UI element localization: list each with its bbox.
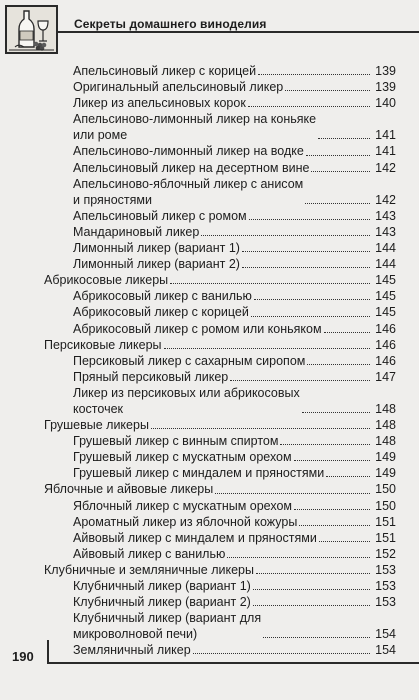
toc-entry-title (73, 465, 324, 481)
toc-page-number: 149 (375, 450, 396, 465)
toc-entry-title-line: Апельсиновый ликер на десертном вине (73, 160, 310, 175)
dot-leader (251, 316, 370, 317)
toc-entry (38, 385, 396, 417)
toc-entry (38, 240, 396, 256)
dot-leader (193, 653, 370, 654)
dot-leader (151, 428, 370, 429)
dot-leader (318, 138, 370, 139)
dot-leader (285, 90, 370, 91)
toc-page-number: 150 (375, 482, 396, 497)
toc-page-number: 148 (375, 401, 396, 416)
toc-page-number: 141 (375, 128, 396, 143)
toc-entry-title (44, 562, 254, 578)
toc-entry-title-continuation: косточек (73, 401, 124, 416)
toc-entry-title-line: Пряный персиковый ликер (73, 369, 229, 384)
toc-entry-title-line: Айвовый ликер с ванилью (73, 546, 226, 561)
toc-entry (38, 256, 396, 272)
toc-entry (38, 433, 396, 449)
toc-entry (38, 465, 396, 481)
toc-page-number: 144 (375, 241, 396, 256)
toc-entry (38, 304, 396, 320)
dot-leader (305, 203, 370, 204)
toc-entry-title (73, 514, 297, 530)
toc-entry-title-line: Апельсиново-лимонный ликер на коньяке (73, 112, 317, 127)
dot-leader (258, 74, 370, 75)
toc-entry-title (73, 176, 303, 208)
toc-page-number: 145 (375, 273, 396, 288)
dot-leader (294, 460, 370, 461)
toc-entry-title-line: Ликер из апельсиновых корок (73, 96, 246, 111)
toc-entry-title-line: Грушевые ликеры (44, 418, 149, 433)
dot-leader (230, 380, 370, 381)
toc-page-number: 140 (375, 96, 396, 111)
dot-leader (248, 106, 370, 107)
toc-section (38, 481, 396, 497)
toc-entry-title (73, 304, 249, 320)
toc-section (38, 417, 396, 433)
toc-entry-title (73, 160, 309, 176)
toc-page-number: 154 (375, 643, 396, 658)
dot-leader (249, 219, 370, 220)
toc-entry (38, 63, 396, 79)
toc-entry-title-line: Абрикосовый ликер с ромом или коньяком (73, 321, 322, 336)
toc-entry-title-continuation: или роме (73, 128, 128, 143)
toc-entry-title (73, 433, 278, 449)
footer-rule (47, 662, 419, 664)
toc-entry-title (73, 111, 316, 143)
header-rule (58, 31, 419, 33)
toc-entry-title-line: Ароматный ликер из яблочной кожуры (73, 514, 298, 529)
toc-page-number: 152 (375, 546, 396, 561)
toc-entry-title (73, 63, 256, 79)
toc-entry (38, 369, 396, 385)
logo-illustration (7, 7, 56, 52)
dot-leader (326, 476, 370, 477)
toc-entry-title (73, 143, 304, 159)
toc-entry-title-line: Апельсиновый ликер с ромом (73, 208, 247, 223)
toc-entry (38, 578, 396, 594)
toc-page-number: 146 (375, 321, 396, 336)
toc-entry-title (73, 224, 199, 240)
toc-entry-title-line: Грушевый ликер с миндалем и пряностями (73, 466, 325, 481)
toc-entry-title-line: Мандариновый ликер (73, 224, 200, 239)
toc-entry-title (73, 95, 246, 111)
toc-entry-title-line: Апельсиновый ликер с корицей (73, 64, 257, 78)
toc-page-number: 145 (375, 305, 396, 320)
toc-entry (38, 79, 396, 95)
toc-entry-title (73, 353, 305, 369)
toc-entry-title-line: Клубничный ликер (вариант для (73, 611, 262, 626)
toc-page-number: 151 (375, 530, 396, 545)
toc-entry-title (73, 498, 292, 514)
toc-page-number: 148 (375, 434, 396, 449)
toc-page-number: 154 (375, 627, 396, 642)
toc-entry-title (73, 610, 261, 642)
toc-entry (38, 546, 396, 562)
toc-entry-title (44, 337, 162, 353)
dot-leader (253, 589, 370, 590)
toc-entry (38, 594, 396, 610)
toc-entry (38, 610, 396, 642)
toc-entry-title-continuation: и пряностями (73, 192, 152, 207)
toc-entry-title-line: Яблочные и айвовые ликеры (44, 482, 214, 497)
dot-leader (170, 283, 370, 284)
toc-entry-title-line: Клубничный ликер (вариант 2) (73, 595, 251, 610)
toc-page-number: 148 (375, 418, 396, 433)
toc-entry-title-line: Лимонный ликер (вариант 2) (73, 257, 240, 272)
toc-entry-title (44, 481, 213, 497)
toc-page-number: 146 (375, 353, 396, 368)
toc-entry-title (73, 530, 317, 546)
toc-entry-title-line: Лимонный ликер (вариант 1) (73, 241, 240, 256)
toc-entry-title-line: Ликер из персиковых или абрикосовых (73, 385, 300, 400)
dot-leader (254, 299, 370, 300)
toc-page-number: 144 (375, 257, 396, 272)
toc-page-number: 143 (375, 208, 396, 223)
dot-leader (311, 171, 370, 172)
dot-leader (306, 155, 370, 156)
toc-page-number: 153 (375, 562, 396, 577)
toc-entry (38, 111, 396, 143)
toc-page-number: 151 (375, 514, 396, 529)
toc-page-number: 143 (375, 224, 396, 239)
footer-rule-vertical (47, 640, 49, 664)
table-of-contents (38, 63, 396, 658)
toc-entry-title-line: Айвовый ликер с миндалем и пряностями (73, 530, 317, 545)
toc-page-number: 139 (375, 64, 396, 78)
toc-entry-title (73, 208, 247, 224)
toc-section (38, 337, 396, 353)
dot-leader (302, 412, 370, 413)
toc-page-number: 142 (375, 160, 396, 175)
toc-page-number: 147 (375, 369, 396, 384)
toc-page-number: 142 (375, 192, 396, 207)
dot-leader (227, 557, 370, 558)
toc-entry-title (73, 79, 283, 95)
toc-entry-title-line: Оригинальный апельсиновый ликер (73, 80, 284, 95)
toc-page-number: 145 (375, 289, 396, 304)
dot-leader (256, 573, 370, 574)
toc-entry (38, 353, 396, 369)
toc-entry-title-line: Персиковые ликеры (44, 337, 162, 352)
page-number: 190 (12, 649, 34, 664)
toc-entry-title (73, 369, 228, 385)
toc-entry-title-line: Грушевый ликер с винным спиртом (73, 434, 279, 449)
toc-entry-title-line: Абрикосовые ликеры (44, 273, 169, 288)
toc-entry-title (73, 449, 292, 465)
toc-page-number: 149 (375, 466, 396, 481)
dot-leader (164, 348, 370, 349)
toc-entry-title (73, 288, 252, 304)
toc-entry (38, 288, 396, 304)
toc-entry-title-line: Персиковый ликер с сахарным сиропом (73, 353, 306, 368)
toc-entry-title (73, 578, 251, 594)
toc-entry-title-continuation: микроволновой печи) (73, 627, 198, 642)
toc-section (38, 272, 396, 288)
toc-entry-title (73, 385, 300, 417)
toc-entry-title (73, 240, 240, 256)
dot-leader (319, 541, 370, 542)
dot-leader (280, 444, 370, 445)
dot-leader (307, 364, 370, 365)
toc-entry (38, 498, 396, 514)
toc-page-number: 150 (375, 498, 396, 513)
dot-leader (299, 525, 370, 526)
toc-entry-title-line: Апельсиново-лимонный ликер на водке (73, 144, 304, 159)
dot-leader (253, 605, 370, 606)
dot-leader (242, 251, 370, 252)
toc-page-number: 146 (375, 337, 396, 352)
toc-page-number: 153 (375, 595, 396, 610)
dot-leader (324, 332, 370, 333)
toc-entry-title-line: Яблочный ликер с мускатным орехом (73, 498, 293, 513)
wine-bottle-and-grapes-icon (5, 5, 58, 54)
toc-page-number: 141 (375, 144, 396, 159)
toc-entry-title (73, 321, 322, 337)
toc-entry-title-line: Абрикосовый ликер с корицей (73, 305, 249, 320)
toc-entry (38, 176, 396, 208)
toc-entry (38, 642, 396, 658)
toc-entry-title (73, 594, 251, 610)
dot-leader (242, 267, 370, 268)
toc-entry-title-line: Земляничный ликер (73, 643, 191, 658)
page-header (0, 0, 419, 60)
toc-entry (38, 143, 396, 159)
toc-entry (38, 449, 396, 465)
toc-entry-title (44, 272, 168, 288)
toc-entry-title (73, 256, 240, 272)
toc-entry (38, 160, 396, 176)
toc-entry-title-line: Клубничный ликер (вариант 1) (73, 579, 251, 593)
toc-page-number: 153 (375, 579, 396, 593)
dot-leader (294, 509, 370, 510)
book-title: Секреты домашнего виноделия (74, 17, 267, 31)
dot-leader (263, 637, 370, 638)
toc-entry-title-line: Абрикосовый ликер с ванилью (73, 289, 252, 304)
toc-entry-title (44, 417, 149, 433)
toc-entry-title-line: Грушевый ликер с мускатным орехом (73, 450, 292, 465)
toc-entry (38, 530, 396, 546)
toc-entry-title-line: Апельсиново-яблочный ликер с анисом (73, 176, 304, 191)
toc-entry-title (73, 546, 225, 562)
toc-section (38, 562, 396, 578)
toc-entry (38, 95, 396, 111)
toc-entry (38, 208, 396, 224)
toc-entry (38, 321, 396, 337)
toc-entry-title-line: Клубничные и земляничные ликеры (44, 562, 254, 577)
toc-entry (38, 224, 396, 240)
toc-page-number: 139 (375, 80, 396, 95)
toc-entry-title (73, 642, 191, 658)
toc-entry (38, 514, 396, 530)
dot-leader (201, 235, 370, 236)
dot-leader (215, 493, 370, 494)
